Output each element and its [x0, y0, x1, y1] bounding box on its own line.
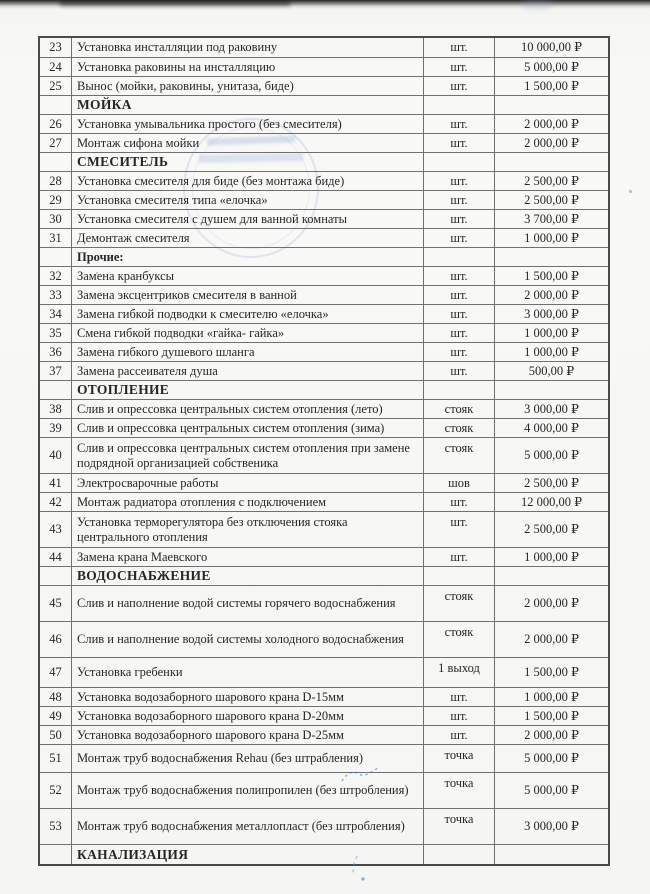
table-row [40, 171, 608, 190]
unit-cell: шт. [423, 191, 494, 209]
service-description: Установка раковины на инсталляцию [71, 58, 423, 76]
price-cell: 2 000,00 ₽ [494, 726, 608, 744]
unit-cell: шт. [423, 58, 494, 76]
service-description: Монтаж труб водоснабжения полипропилен (без штробления) [71, 773, 423, 808]
service-description: Монтаж труб водоснабжения Rehau (без штрабления) [71, 745, 423, 772]
row-number: 31 [49, 230, 62, 245]
price-cell [494, 248, 608, 266]
row-number: 37 [49, 363, 62, 378]
price-cell: 10 000,00 ₽ [494, 38, 608, 57]
table-row [40, 585, 608, 621]
service-description: Замена гибкого душевого шланга [71, 343, 423, 361]
table-row [40, 247, 608, 266]
row-number: 38 [49, 401, 62, 416]
table-row [40, 844, 608, 864]
service-description: Слив и опрессовка центральных систем отопления (лето) [71, 400, 423, 418]
service-description: Слив и опрессовка центральных систем отопления при замене подрядной организацией собственика [71, 438, 423, 473]
service-description: Установка гребенки [71, 658, 423, 687]
unit-cell: шт. [423, 172, 494, 190]
service-description: Монтаж радиатора отопления с подключением [71, 493, 423, 511]
row-number: 39 [49, 420, 62, 435]
service-description: Установка смесителя с душем для ванной комнаты [71, 210, 423, 228]
service-description: Замена эксцентриков смесителя в ванной [71, 286, 423, 304]
price-cell: 1 500,00 ₽ [494, 707, 608, 725]
price-cell: 5 000,00 ₽ [494, 58, 608, 76]
service-description: Установка водозаборного шарового крана D-20мм [71, 707, 423, 725]
table-row [40, 152, 608, 171]
price-cell: 1 500,00 ₽ [494, 77, 608, 95]
price-table [38, 36, 610, 866]
row-number: 27 [49, 135, 62, 150]
service-description: Замена рассеивателя душа [71, 362, 423, 380]
row-number: 51 [49, 751, 62, 766]
unit-cell: стояк [423, 419, 494, 437]
service-description: Смена гибкой подводки «гайка- гайка» [71, 324, 423, 342]
table-row [40, 133, 608, 152]
price-cell: 1 000,00 ₽ [494, 688, 608, 706]
price-cell: 5 000,00 ₽ [494, 745, 608, 772]
unit-cell: шт. [423, 134, 494, 152]
unit-cell: шт. [423, 362, 494, 380]
price-cell: 2 000,00 ₽ [494, 286, 608, 304]
table-row [40, 772, 608, 808]
price-cell: 2 000,00 ₽ [494, 115, 608, 133]
row-number [40, 845, 71, 864]
unit-cell: шт. [423, 512, 494, 547]
service-description: Установка инсталляции под раковину [71, 38, 423, 57]
price-cell: 3 000,00 ₽ [494, 809, 608, 844]
table-row [40, 808, 608, 844]
row-number: 33 [49, 287, 62, 302]
row-number [40, 381, 71, 399]
row-number: 30 [49, 211, 62, 226]
row-number: 23 [49, 40, 62, 55]
price-cell: 1 000,00 ₽ [494, 324, 608, 342]
row-number: 44 [49, 549, 62, 564]
service-description: Установка умывальника простого (без смесителя) [71, 115, 423, 133]
service-description: КАНАЛИЗАЦИЯ [71, 845, 423, 864]
price-cell: 500,00 ₽ [494, 362, 608, 380]
table-row [40, 492, 608, 511]
table-row [40, 38, 608, 57]
table-row [40, 399, 608, 418]
service-description: Установка водозаборного шарового крана D-25мм [71, 726, 423, 744]
price-cell: 1 500,00 ₽ [494, 658, 608, 687]
service-description: Слив и наполнение водой системы холодного водоснабжения [71, 622, 423, 657]
service-description: МОЙКА [71, 96, 423, 114]
row-number: 36 [49, 344, 62, 359]
unit-cell: шт. [423, 324, 494, 342]
table-row [40, 190, 608, 209]
table-row [40, 621, 608, 657]
price-cell: 2 500,00 ₽ [494, 474, 608, 492]
service-description: Слив и наполнение водой системы горячего водоснабжения [71, 586, 423, 621]
table-row [40, 380, 608, 399]
table-row [40, 418, 608, 437]
row-number: 29 [49, 192, 62, 207]
table-row [40, 706, 608, 725]
table-row [40, 511, 608, 547]
scan-speck [629, 190, 632, 193]
table-row [40, 114, 608, 133]
row-number: 28 [49, 173, 62, 188]
unit-cell: шт. [423, 305, 494, 323]
row-number: 47 [49, 665, 62, 680]
table-row [40, 725, 608, 744]
table-row [40, 361, 608, 380]
price-cell [494, 567, 608, 585]
row-number: 45 [49, 596, 62, 611]
row-number: 40 [49, 448, 62, 463]
price-cell: 2 000,00 ₽ [494, 586, 608, 621]
unit-cell [423, 381, 494, 399]
price-cell: 12 000,00 ₽ [494, 493, 608, 511]
price-cell: 1 000,00 ₽ [494, 548, 608, 566]
service-description: Установка терморегулятора без отключения стояка центрального отопления [71, 512, 423, 547]
unit-cell [423, 845, 494, 864]
unit-cell [423, 567, 494, 585]
unit-cell: шт. [423, 343, 494, 361]
service-description: Установка смесителя типа «елочка» [71, 191, 423, 209]
price-cell: 1 000,00 ₽ [494, 229, 608, 247]
table-row [40, 657, 608, 687]
unit-cell: точка [423, 745, 494, 772]
service-description: ОТОПЛЕНИЕ [71, 381, 423, 399]
unit-cell: стояк [423, 622, 494, 657]
service-description: Установка водозаборного шарового крана D-15мм [71, 688, 423, 706]
price-cell [494, 845, 608, 864]
unit-cell: шт. [423, 707, 494, 725]
row-number: 49 [49, 708, 62, 723]
service-description: Установка смесителя для биде (без монтажа биде) [71, 172, 423, 190]
price-cell [494, 96, 608, 114]
unit-cell: стояк [423, 586, 494, 621]
unit-cell [423, 96, 494, 114]
unit-cell: шт. [423, 77, 494, 95]
table-row [40, 57, 608, 76]
service-description: Электросварочные работы [71, 474, 423, 492]
row-number: 52 [49, 783, 62, 798]
price-cell: 1 500,00 ₽ [494, 267, 608, 285]
service-description: ВОДОСНАБЖЕНИЕ [71, 567, 423, 585]
price-cell: 3 000,00 ₽ [494, 305, 608, 323]
unit-cell: стояк [423, 400, 494, 418]
unit-cell: 1 выход [423, 658, 494, 687]
table-row [40, 437, 608, 473]
table-row [40, 547, 608, 566]
price-cell: 5 000,00 ₽ [494, 773, 608, 808]
table-row [40, 76, 608, 95]
row-number: 26 [49, 116, 62, 131]
service-description: Замена гибкой подводки к смесителю «елочка» [71, 305, 423, 323]
service-description: СМЕСИТЕЛЬ [71, 153, 423, 171]
service-description: Замена кранбуксы [71, 267, 423, 285]
service-description: Замена крана Маевского [71, 548, 423, 566]
table-row [40, 285, 608, 304]
unit-cell: шт. [423, 210, 494, 228]
unit-cell: шт. [423, 115, 494, 133]
service-description: Прочие: [71, 248, 423, 266]
table-row [40, 209, 608, 228]
service-description: Слив и опрессовка центральных систем отопления (зима) [71, 419, 423, 437]
row-number [40, 96, 71, 114]
table-row [40, 323, 608, 342]
table-row [40, 687, 608, 706]
unit-cell: точка [423, 773, 494, 808]
row-number: 34 [49, 306, 62, 321]
price-cell [494, 153, 608, 171]
price-cell: 1 000,00 ₽ [494, 343, 608, 361]
unit-cell: шов [423, 474, 494, 492]
scan-speck [96, 272, 98, 274]
unit-cell: шт. [423, 38, 494, 57]
row-number: 46 [49, 632, 62, 647]
price-cell: 2 500,00 ₽ [494, 512, 608, 547]
row-number: 41 [49, 475, 62, 490]
row-number: 24 [49, 59, 62, 74]
price-cell: 5 000,00 ₽ [494, 438, 608, 473]
scan-smudge-artifact [520, 0, 554, 10]
price-cell: 2 500,00 ₽ [494, 191, 608, 209]
unit-cell: стояк [423, 438, 494, 473]
service-description: Монтаж сифона мойки [71, 134, 423, 152]
table-row [40, 95, 608, 114]
table-row [40, 473, 608, 492]
row-number [40, 248, 71, 266]
table-row [40, 228, 608, 247]
price-cell: 3 700,00 ₽ [494, 210, 608, 228]
price-cell: 2 000,00 ₽ [494, 134, 608, 152]
table-row [40, 744, 608, 772]
row-number: 32 [49, 268, 62, 283]
row-number: 25 [49, 78, 62, 93]
row-number: 43 [49, 522, 62, 537]
price-cell: 3 000,00 ₽ [494, 400, 608, 418]
unit-cell: точка [423, 809, 494, 844]
price-cell: 2 500,00 ₽ [494, 172, 608, 190]
table-row [40, 266, 608, 285]
service-description: Демонтаж смесителя [71, 229, 423, 247]
unit-cell: шт. [423, 548, 494, 566]
price-cell: 2 000,00 ₽ [494, 622, 608, 657]
unit-cell [423, 248, 494, 266]
pen-mark-dot [361, 877, 364, 880]
unit-cell: шт. [423, 726, 494, 744]
row-number: 35 [49, 325, 62, 340]
service-description: Монтаж труб водоснабжения металлопласт (без штробления) [71, 809, 423, 844]
row-number: 50 [49, 727, 62, 742]
unit-cell [423, 153, 494, 171]
unit-cell: шт. [423, 688, 494, 706]
table-row [40, 566, 608, 585]
service-description: Вынос (мойки, раковины, унитаза, биде) [71, 77, 423, 95]
table-row [40, 304, 608, 323]
row-number: 53 [49, 819, 62, 834]
scan-speck [545, 330, 547, 332]
unit-cell: шт. [423, 267, 494, 285]
unit-cell: шт. [423, 493, 494, 511]
row-number [40, 567, 71, 585]
unit-cell: шт. [423, 286, 494, 304]
price-cell: 4 000,00 ₽ [494, 419, 608, 437]
unit-cell: шт. [423, 229, 494, 247]
row-number: 48 [49, 689, 62, 704]
row-number: 42 [49, 494, 62, 509]
price-cell [494, 381, 608, 399]
row-number [40, 153, 71, 171]
table-row [40, 342, 608, 361]
